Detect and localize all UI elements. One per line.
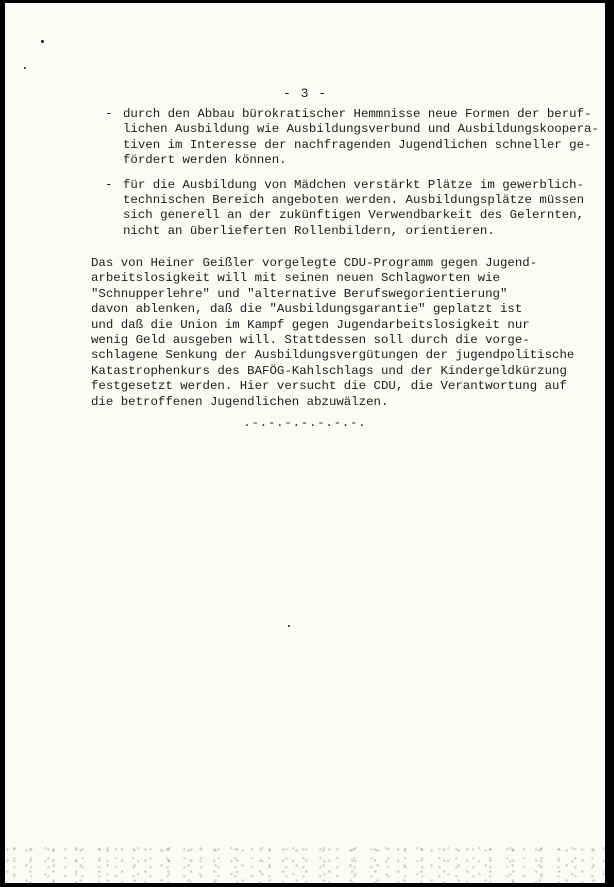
scan-speck — [288, 625, 290, 627]
bullet-line: fördert werden können. — [123, 153, 287, 168]
bullet-marker: - — [105, 107, 113, 121]
bullet-line: tiven im Interesse der nachfragenden Jugendlichen schneller ge- — [123, 137, 592, 152]
paragraph-line: schlagene Senkung der Ausbildungsvergütungen der jugendpolitische — [91, 348, 575, 363]
bullet-line: lichen Ausbildung wie Ausbildungsverbund und Ausbildungskoopera- — [123, 122, 599, 137]
bullet-list — [105, 107, 599, 248]
paragraph-line: festgesetzt werden. Hier versucht die CDU, die Verantwortung auf — [91, 379, 567, 394]
paragraph-line: arbeitslosigkeit will mit seinen neuen Schlagworten wie — [91, 271, 500, 286]
page-number: - 3 - — [282, 86, 327, 101]
bullet-line: für die Ausbildung von Mädchen verstärkt Plätze im gewerblich- — [123, 177, 585, 192]
bullet-line: technischen Bereich angeboten werden. Ausbildungsplätze müssen — [123, 193, 585, 208]
bullet-line: nicht an überlieferten Rollenbildern, orientieren. — [123, 223, 495, 238]
bullet-item — [105, 177, 585, 240]
end-marker: .-.-.-.-.-.-.-. — [243, 416, 367, 430]
bullet-line: durch den Abbau bürokratischer Hemmnisse neue Formen der beruf- — [123, 107, 592, 121]
paragraph-line: Katastrophenkurs des BAFÖG-Kahlschlags und der Kindergeldkürzung — [91, 363, 567, 378]
paragraph-line: davon ablenken, daß die "Ausbildungsgarantie" geplatzt ist — [91, 302, 523, 317]
document-page — [5, 3, 605, 883]
bullet-marker: - — [105, 177, 113, 192]
scan-noise — [5, 843, 605, 883]
paragraph-line: die betroffenen Jugendlichen abzuwälzen. — [91, 394, 389, 409]
scan-speck — [41, 40, 44, 43]
bullet-line: sich generell an der zukünftigen Verwendbarkeit des Gelernten, — [123, 208, 585, 223]
body-paragraph — [91, 256, 581, 410]
paragraph-line: "Schnupperlehre" und "alternative Berufswegorientierung" — [91, 286, 508, 301]
scan-speck — [24, 67, 26, 69]
bullet-item — [105, 107, 599, 169]
paragraph-line: und daß die Union im Kampf gegen Jugendarbeitslosigkeit nur — [91, 317, 530, 332]
paragraph-line: Das von Heiner Geißler vorgelegte CDU-Programm gegen Jugend- — [91, 256, 538, 270]
paragraph-line: wenig Geld ausgeben will. Stattdessen soll durch die vorge- — [91, 333, 530, 348]
